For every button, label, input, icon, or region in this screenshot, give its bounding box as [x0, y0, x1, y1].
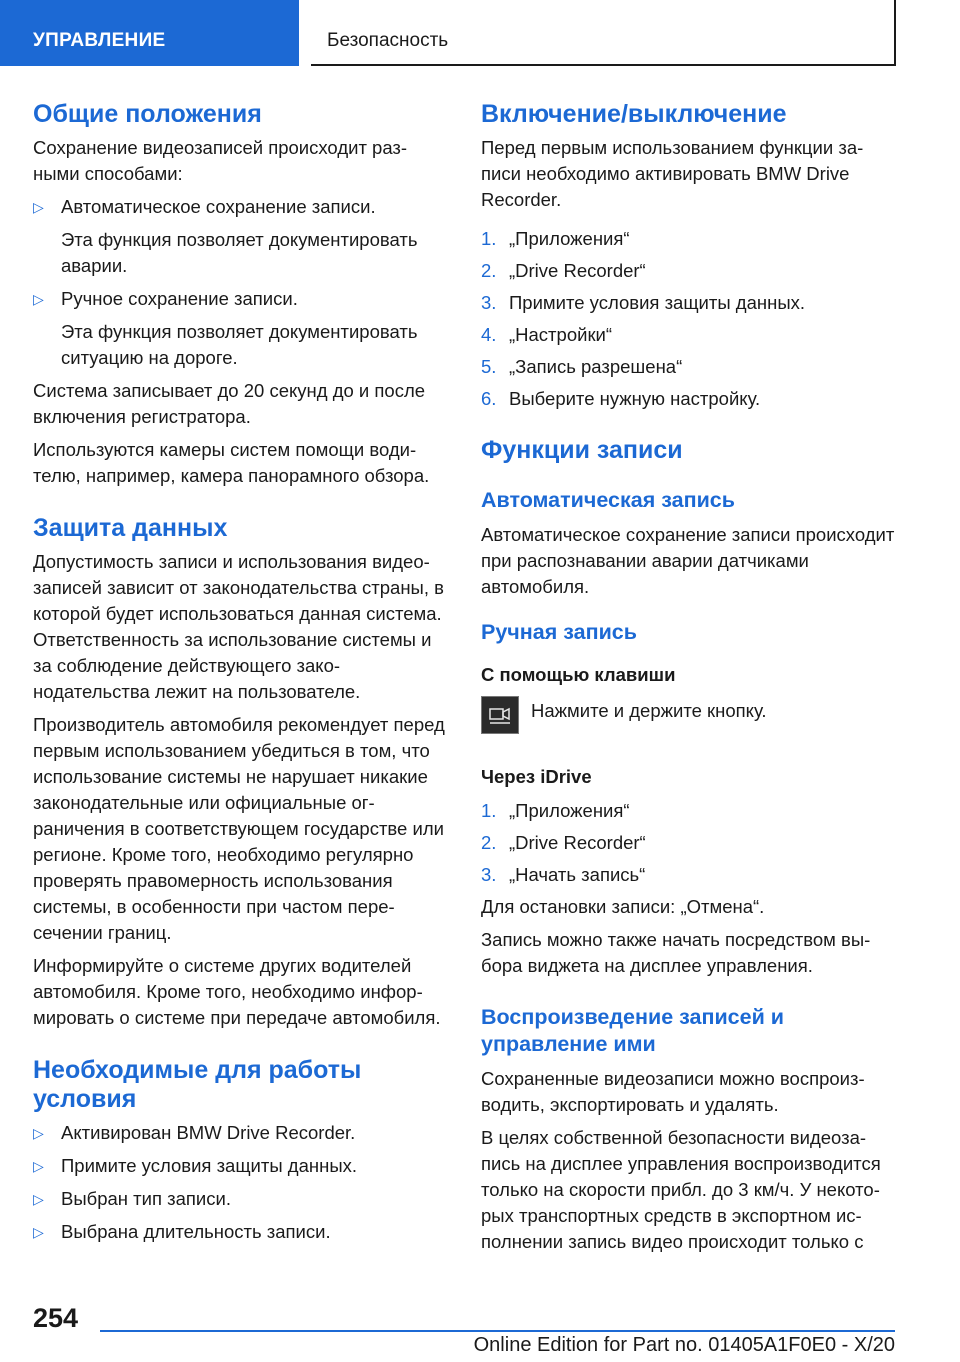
- requirements-title: Необходимые для работы условия: [33, 1056, 362, 1113]
- functions-title: Функции записи: [481, 436, 683, 464]
- playback-title: Воспроизведение записей и управление ими: [481, 1005, 785, 1056]
- bullet-desc: Эта функция позволяет документировать ситуацию на дороге.: [61, 321, 418, 368]
- auto-paragraph: Автоматическое сохранение записи происходит при распознавании аварии датчиками автомобиля.: [481, 524, 895, 597]
- idrive-step: 3. „Начать запись“: [481, 864, 646, 885]
- requirement-item: ▷ Выбрана длительность записи.: [33, 1219, 445, 1245]
- privacy-paragraph: Информируйте о системе других водителей автомобиля. Кроме того, необходимо информировать о системе при передаче автомобиля.: [33, 955, 441, 1028]
- onoff-step: 2. „Drive Recorder“: [481, 260, 646, 281]
- onoff-step: 4. „Настройки“: [481, 324, 613, 345]
- header-topic-label: Безопасность: [327, 30, 449, 51]
- general-title: Общие положения: [33, 100, 262, 128]
- onoff-step: 5. „Запись разрешена“: [481, 356, 683, 377]
- privacy-paragraph: Производитель автомобиля рекомендует перед первым использованием убедиться в том, что использование системы не нарушает никакие законодательные или официальные ограничения в соответствующем государстве или регионе. Кроме того, необходимо регулярно проверять правомерность использования системы, в особенности при частом пересечении границ.: [33, 714, 445, 943]
- header-section-label: УПРАВЛЕНИЕ: [33, 30, 166, 51]
- requirement-item: ▷ Выбран тип записи.: [33, 1186, 445, 1212]
- bullet-desc: Эта функция позволяет документировать аварии.: [61, 229, 418, 276]
- onoff-title: Включение/выключение: [481, 100, 787, 128]
- general-intro: Сохранение видеозаписей происходит разными способами:: [33, 137, 408, 184]
- header-section-tab: [0, 0, 299, 66]
- onoff-intro: Перед первым использованием функции записи необходимо активировать BMW Drive Recorder.: [481, 137, 864, 210]
- widget-paragraph: Запись можно также начать посредством выбора виджета на дисплее управления.: [481, 929, 871, 976]
- playback-paragraph: Сохраненные видеозаписи можно воспроизводить, экспортировать и удалять.: [481, 1068, 865, 1115]
- left-column: [33, 100, 445, 1252]
- general-paragraph: Используются камеры систем помощи водителю, например, камера панорамного обзора.: [33, 439, 430, 486]
- footer-edition: Online Edition for Part no. 01405A1F0E0 - X/20: [473, 1334, 895, 1356]
- button-instruction: Нажмите и держите кнопку.: [531, 700, 767, 721]
- manual-title: Ручная запись: [481, 620, 637, 644]
- onoff-step: 3. Примите условия защиты данных.: [481, 292, 806, 313]
- stop-paragraph: Для остановки записи: „Отмена“.: [481, 896, 765, 917]
- auto-title: Автоматическая запись: [481, 488, 735, 512]
- privacy-title: Защита данных: [33, 514, 228, 542]
- bullet-item: ▷ Ручное сохранение записи.: [33, 286, 445, 312]
- footer-divider: [100, 1330, 895, 1332]
- requirement-item: ▷ Активирован BMW Drive Recorder.: [33, 1120, 445, 1146]
- idrive-heading: Через iDrive: [481, 766, 592, 787]
- playback-paragraph: В целях собственной безопасности видеозапись на дисплее управления воспроизводится только на скорости прибл. до 3 км/ч. У некоторых транспортных средств в экспортном исполнении запись видео происходит только с: [481, 1127, 881, 1252]
- general-paragraph: Система записывает до 20 секунд до и после включения регистратора.: [33, 380, 426, 427]
- header-topic-box: [311, 0, 896, 66]
- idrive-step: 2. „Drive Recorder“: [481, 832, 646, 853]
- right-column: [481, 100, 896, 1262]
- page-number: 254: [33, 1303, 79, 1333]
- button-heading: С помощью клавиши: [481, 664, 676, 685]
- bullet-item: ▷ Автоматическое сохранение записи.: [33, 194, 445, 220]
- record-button-icon: [481, 696, 519, 734]
- idrive-step: 1. „Приложения“: [481, 800, 630, 821]
- onoff-step: 6. Выберите нужную настройку.: [481, 388, 761, 409]
- button-row: [481, 696, 896, 746]
- privacy-paragraph: Допустимость записи и использования видеозаписей зависит от законодательства страны, в которой будет использоваться данная система. Ответственность за использование системы и за соблюдение действующего законодательства лежит на пользователе.: [33, 551, 444, 702]
- onoff-step: 1. „Приложения“: [481, 228, 630, 249]
- requirement-item: ▷ Примите условия защиты данных.: [33, 1153, 445, 1179]
